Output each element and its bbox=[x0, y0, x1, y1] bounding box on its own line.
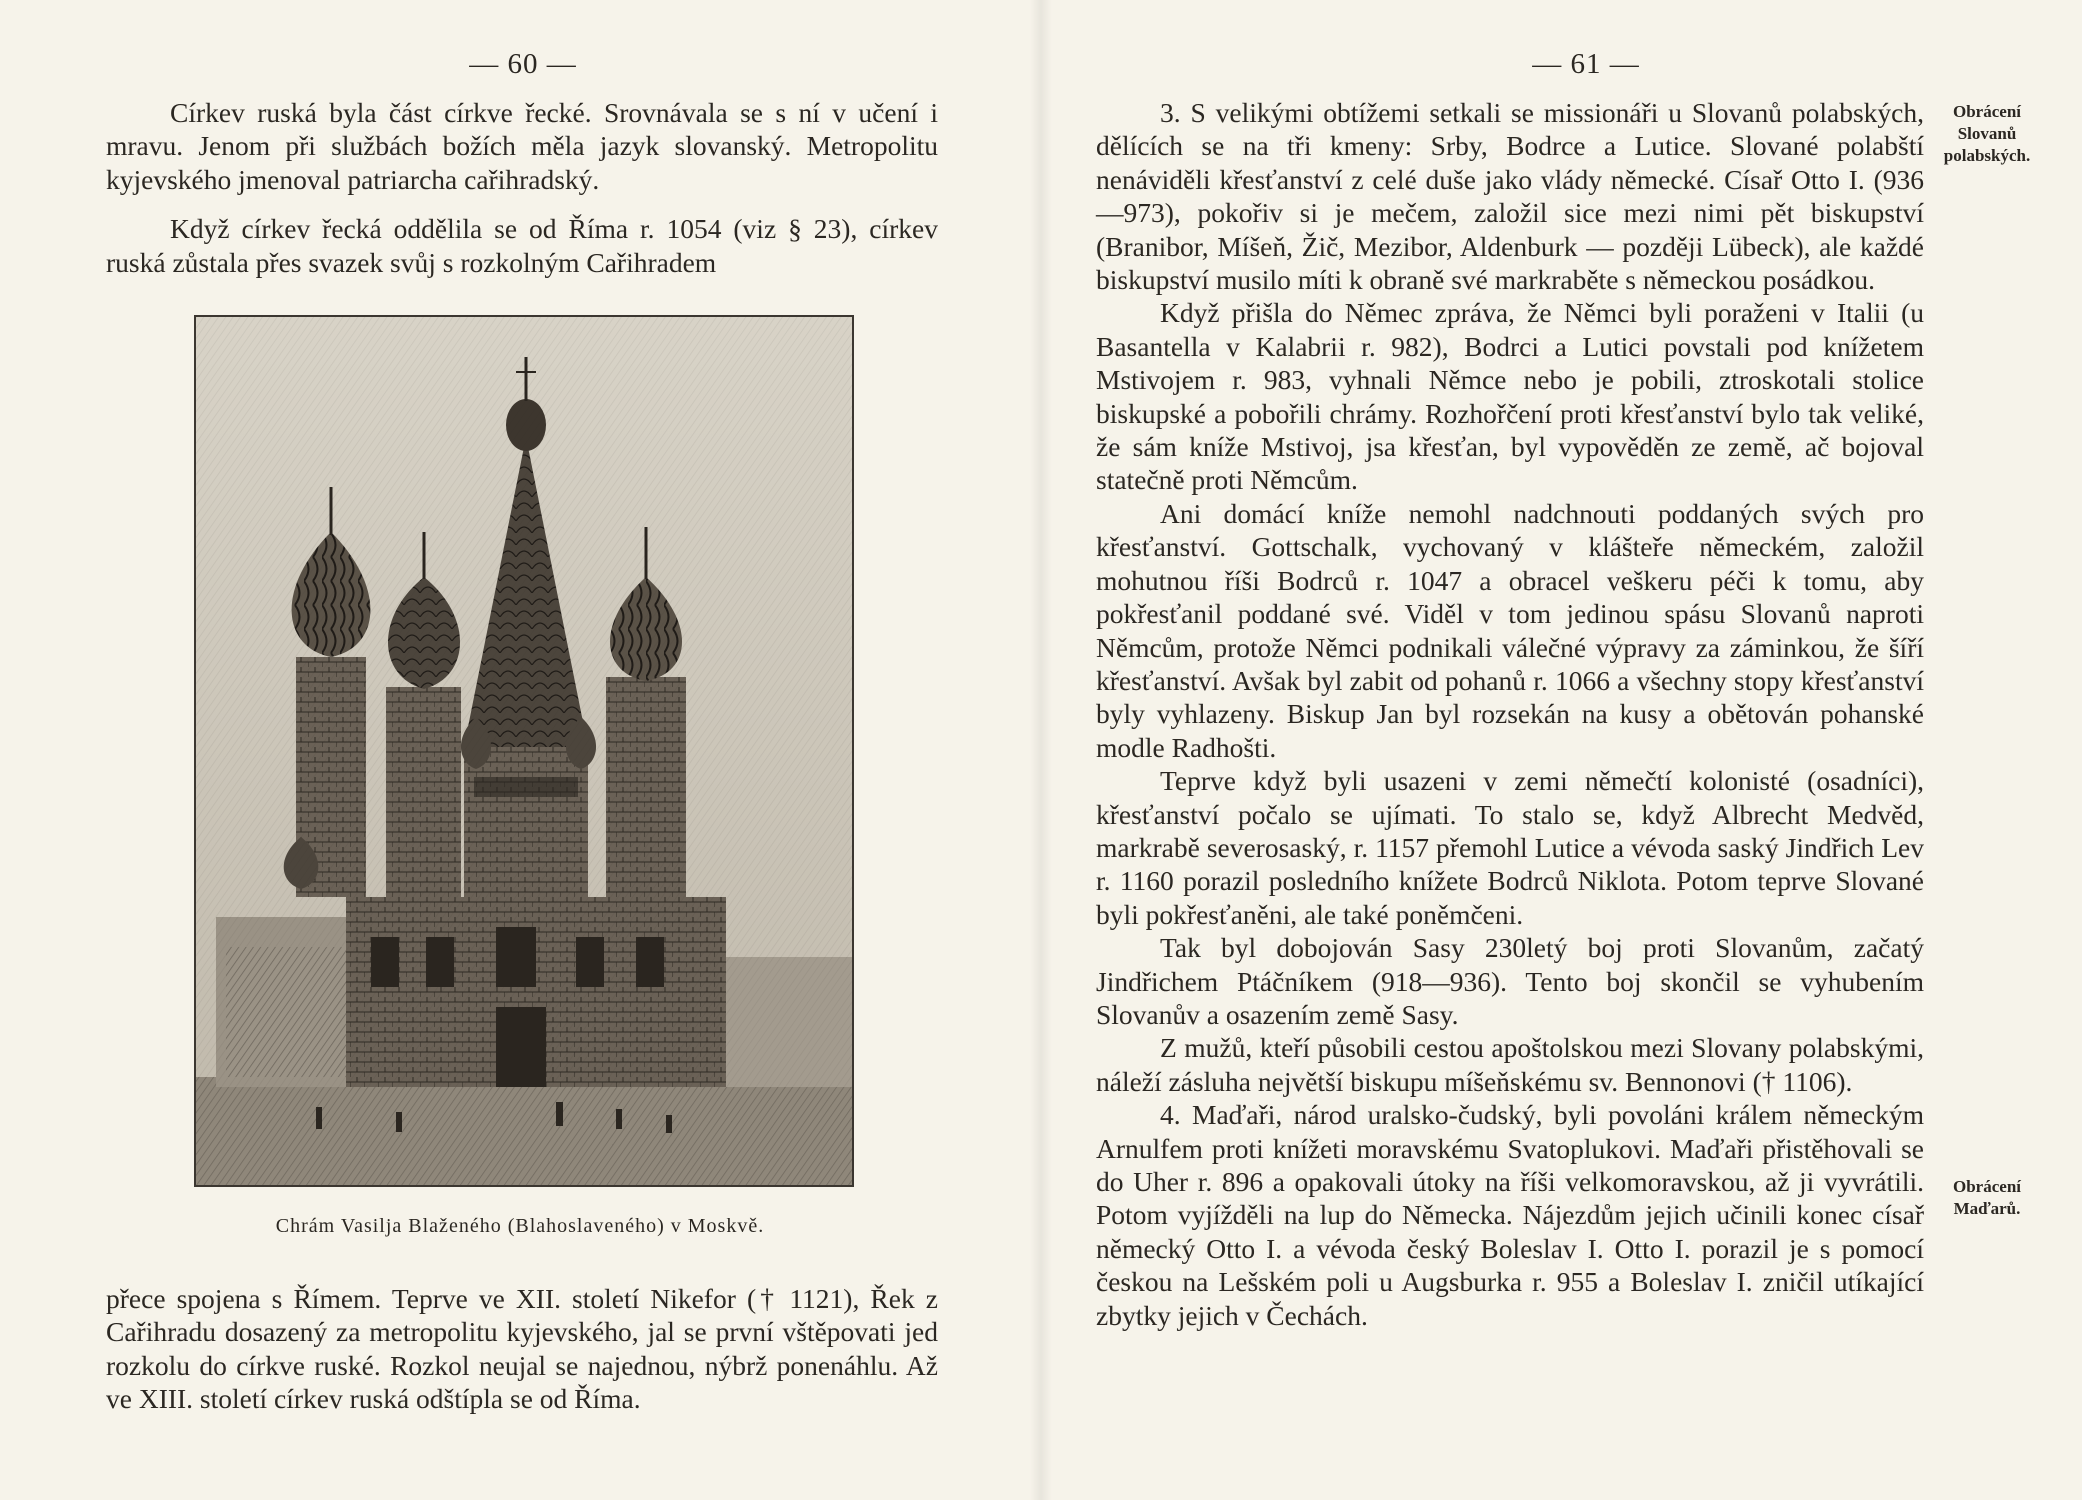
left-page bbox=[0, 0, 1040, 1500]
paragraph: 3. S velikými obtížemi setkali se missionáři u Slovanů polabských, dělících se na tři kmeny: Srby, Bodrce a Lutice. Slované polabští nenáviděli křesťanství z celé duše jako vlády německé. Císař Otto I. (936—973), pokořiv si je mečem, založil sice mezi nimi pět biskupství (Branibor, Míšeň, Žič, Mezibor, Aldenburk — později Lübeck), ale každé biskupství musilo míti k obraně své markraběte s německou posádkou. bbox=[1096, 97, 1924, 296]
paragraph: Když přišla do Němec zpráva, že Němci byli poraženi v Italii (u Basantella v Kalabrii r. 982), Bodrci a Lutici povstali pod knížetem Mstivojem r. 983, vyhnali Němce nebo je pobili, ztroskotali stolice biskupské a pobořili chrámy. Rozhořčení proti křesťanství bylo tak veliké, že sám kníže Mstivoj, jsa křesťan, byl vypověděn ze země, ač bojoval statečně proti Němcům. bbox=[1096, 297, 1924, 496]
cathedral-illustration bbox=[196, 317, 852, 1185]
paragraph: 4. Maďaři, národ uralsko-čudský, byli povoláni králem německým Arnulfem proti knížeti moravskému Svatoplukovi. Maďaři přistěhovali se do Uher r. 896 a opakovali útoky na říši velkomoravskou, až ji vyvrátili. Potom vyjížděli na lup do Německa. Nájezdům jejich učinili konec císař německý Otto I. a vévoda český Boleslav I. Otto I. porazil je s pomocí českou na Lešském poli u Augsburka r. 955 a Boleslav I. zničil utíkající zbytky jejich v Čechách. bbox=[1096, 1099, 1924, 1331]
cathedral-engraving bbox=[194, 315, 854, 1187]
paragraph: Církev ruská byla část církve řecké. Srovnávala se s ní v učení i mravu. Jenom při službách božích měla jazyk slovanský. Metropolitu kyjevského jmenoval patriarcha cařihradský. bbox=[106, 97, 938, 195]
left-text-bottom bbox=[106, 1282, 938, 1416]
page-number-left: — 60 — bbox=[469, 48, 577, 80]
margin-note-slavs: Obrácení Slovanů polabských. bbox=[1943, 102, 2031, 165]
figure-caption: Chrám Vasilja Blaženého (Blahoslaveného) v Moskvě. bbox=[275, 1215, 765, 1237]
paragraph: Když církev řecká oddělila se od Říma r. 1054 (viz § 23), církev ruská zůstala přes svazek svůj s rozkolným Cařihradem bbox=[106, 213, 938, 278]
paragraph: Tak byl dobojován Sasy 230letý boj proti Slovanům, začatý Jindřichem Ptáčníkem (918—936). Tento boj skončil se vyhubením Slovanův a osazením země Sasy. bbox=[1096, 932, 1924, 1030]
margin-note-magyars: Obrácení Maďarů. bbox=[1953, 1177, 2021, 1218]
paragraph: Z mužů, kteří působili cestou apoštolskou mezi Slovany polabskými, náleží zásluha největší biskupu míšeňskému sv. Bennonovi († 1106). bbox=[1096, 1032, 1924, 1097]
left-text-top bbox=[106, 96, 938, 279]
paragraph: přece spojena s Římem. Teprve ve XII. století Nikefor († 1121), Řek z Cařihradu dosazený za metropolitu kyjevského, jal se první vštěpovati jed rozkolu do církve ruské. Rozkol neujal se najednou, nýbrž ponenáhlu. Až ve XIII. století církev ruská odštípla se od Říma. bbox=[106, 1283, 938, 1415]
page-number-right: — 61 — bbox=[1532, 48, 1640, 80]
right-text bbox=[1096, 96, 1924, 1332]
paragraph: Teprve když byli usazeni v zemi němečtí kolonisté (osadníci), křesťanství počalo se ujímati. To stalo se, když Albrecht Medvěd, markrabě severosaský, r. 1157 přemohl Lutice a vévoda saský Jindřich Lev r. 1160 porazil posledního knížete Bodrců Niklota. Potom teprve Slované byli pokřesťaněni, ale také poněmčeni. bbox=[1096, 765, 1924, 930]
paragraph: Ani domácí kníže nemohl nadchnouti poddaných svých pro křesťanství. Gottschalk, vychovaný v klášteře německém, založil mohutnou říši Bodrců r. 1047 a obracel veškeru péči k tomu, aby pokřesťanil poddané své. Viděl v tom jedinou spásu Slovanů naproti Němcům, protože Němci podnikali válečné výpravy za záminkou, že šíří křesťanství. Avšak byl zabit od pohanů r. 1066 a všechny stopy křesťanství byly vyhlazeny. Biskup Jan byl rozsekán na kusy a obětován pohanské modle Radhošti. bbox=[1096, 497, 1924, 763]
